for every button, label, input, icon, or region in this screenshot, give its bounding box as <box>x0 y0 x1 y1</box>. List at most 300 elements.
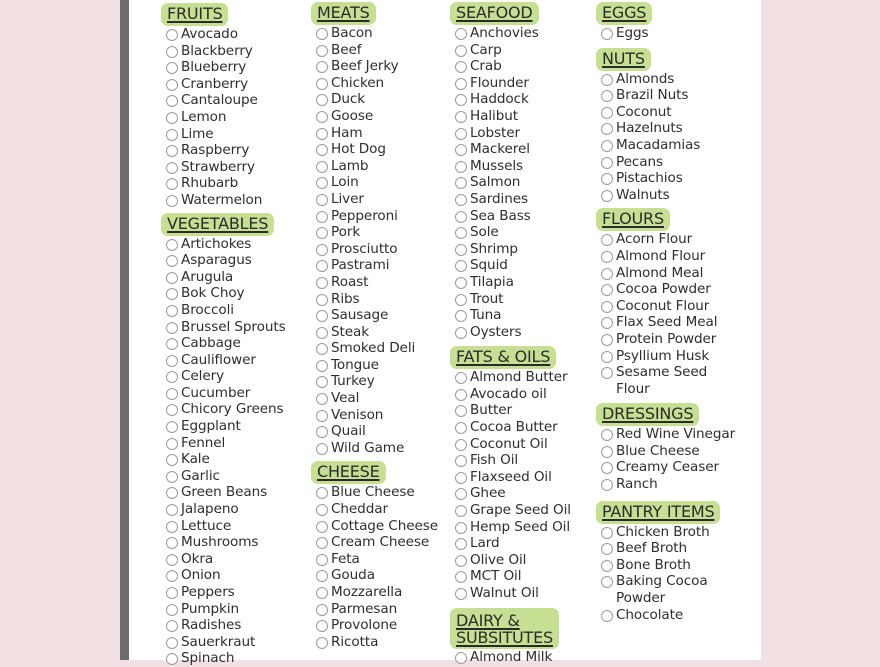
circle-checkbox-icon[interactable] <box>316 570 328 582</box>
circle-checkbox-icon[interactable] <box>601 74 613 86</box>
circle-checkbox-icon[interactable] <box>166 570 178 582</box>
checklist-item[interactable] <box>601 120 735 137</box>
circle-checkbox-icon[interactable] <box>166 272 178 284</box>
checklist-item[interactable] <box>166 435 286 452</box>
checklist-item[interactable] <box>166 484 286 501</box>
circle-checkbox-icon[interactable] <box>316 177 328 189</box>
checklist-item[interactable] <box>601 154 735 171</box>
checklist-item[interactable] <box>316 551 438 568</box>
circle-checkbox-icon[interactable] <box>455 45 467 57</box>
checklist-item[interactable] <box>601 104 735 121</box>
checklist-item[interactable] <box>601 348 735 365</box>
checklist-item[interactable] <box>455 42 571 59</box>
item-label: Blackberry <box>181 42 253 59</box>
item-list <box>316 25 438 456</box>
checklist-item[interactable] <box>166 418 286 435</box>
checklist-item[interactable] <box>316 158 438 175</box>
checklist-item[interactable] <box>316 42 438 59</box>
circle-checkbox-icon[interactable] <box>455 227 467 239</box>
circle-checkbox-icon[interactable] <box>455 28 467 40</box>
checklist-item[interactable] <box>166 518 286 535</box>
checklist-item[interactable] <box>166 551 286 568</box>
circle-checkbox-icon[interactable] <box>316 487 328 499</box>
item-label: Hazelnuts <box>616 120 683 137</box>
section-nuts <box>601 48 735 204</box>
circle-checkbox-icon[interactable] <box>316 426 328 438</box>
checklist-item[interactable] <box>166 269 286 286</box>
circle-checkbox-icon[interactable] <box>166 537 178 549</box>
checklist-item[interactable] <box>455 649 571 666</box>
item-label: Bok Choy <box>181 285 245 302</box>
circle-checkbox-icon[interactable] <box>166 421 178 433</box>
checklist-item[interactable] <box>455 568 571 585</box>
circle-checkbox-icon[interactable] <box>166 554 178 566</box>
circle-checkbox-icon[interactable] <box>455 522 467 534</box>
circle-checkbox-icon[interactable] <box>316 376 328 388</box>
checklist-item[interactable] <box>166 352 286 369</box>
circle-checkbox-icon[interactable] <box>316 587 328 599</box>
checklist-item[interactable] <box>166 534 286 551</box>
circle-checkbox-icon[interactable] <box>166 129 178 141</box>
checklist-item[interactable] <box>166 634 286 651</box>
checklist-item[interactable] <box>316 584 438 601</box>
checklist-item[interactable] <box>166 285 286 302</box>
checklist-item[interactable] <box>316 58 438 75</box>
circle-checkbox-icon[interactable] <box>166 637 178 649</box>
checklist-item[interactable] <box>316 91 438 108</box>
circle-checkbox-icon[interactable] <box>166 195 178 207</box>
circle-checkbox-icon[interactable] <box>166 653 178 665</box>
checklist-item[interactable] <box>316 440 438 457</box>
checklist-item[interactable] <box>601 607 735 624</box>
checklist-item[interactable] <box>455 369 571 386</box>
checklist-item[interactable] <box>601 364 735 397</box>
circle-checkbox-icon[interactable] <box>316 410 328 422</box>
circle-checkbox-icon[interactable] <box>166 587 178 599</box>
checklist-item[interactable] <box>166 159 286 176</box>
circle-checkbox-icon[interactable] <box>316 111 328 123</box>
circle-checkbox-icon[interactable] <box>455 571 467 583</box>
item-label: Raspberry <box>181 142 250 159</box>
checklist-item[interactable] <box>166 319 286 336</box>
item-label: Hot Dog <box>331 141 386 158</box>
checklist-item[interactable] <box>166 451 286 468</box>
circle-checkbox-icon[interactable] <box>601 284 613 296</box>
circle-checkbox-icon[interactable] <box>316 28 328 40</box>
circle-checkbox-icon[interactable] <box>455 439 467 451</box>
checklist-item[interactable] <box>166 59 286 76</box>
checklist-item[interactable] <box>316 224 438 241</box>
circle-checkbox-icon[interactable] <box>455 294 467 306</box>
circle-checkbox-icon[interactable] <box>166 162 178 174</box>
checklist-item[interactable] <box>455 452 571 469</box>
circle-checkbox-icon[interactable] <box>455 161 467 173</box>
checklist-item[interactable] <box>455 158 571 175</box>
checklist-item[interactable] <box>601 476 735 493</box>
checklist-item[interactable] <box>455 291 571 308</box>
checklist-item[interactable] <box>455 436 571 453</box>
circle-checkbox-icon[interactable] <box>316 78 328 90</box>
circle-checkbox-icon[interactable] <box>166 371 178 383</box>
circle-checkbox-icon[interactable] <box>316 61 328 73</box>
circle-checkbox-icon[interactable] <box>601 140 613 152</box>
circle-checkbox-icon[interactable] <box>601 28 613 40</box>
circle-checkbox-icon[interactable] <box>316 343 328 355</box>
checklist-item[interactable] <box>455 585 571 602</box>
circle-checkbox-icon[interactable] <box>316 637 328 649</box>
checklist-item[interactable] <box>601 248 735 265</box>
item-label: Crab <box>470 58 502 75</box>
circle-checkbox-icon[interactable] <box>166 62 178 74</box>
checklist-item[interactable] <box>166 92 286 109</box>
checklist-item[interactable] <box>601 281 735 298</box>
circle-checkbox-icon[interactable] <box>601 157 613 169</box>
checklist-item[interactable] <box>455 224 571 241</box>
checklist-item[interactable] <box>455 141 571 158</box>
checklist-item[interactable] <box>166 584 286 601</box>
circle-checkbox-icon[interactable] <box>166 438 178 450</box>
item-label: Shrimp <box>470 240 518 257</box>
checklist-item[interactable] <box>455 108 571 125</box>
checklist-item[interactable] <box>316 208 438 225</box>
checklist-item[interactable] <box>455 208 571 225</box>
checklist-item[interactable] <box>316 423 438 440</box>
checklist-item[interactable] <box>316 141 438 158</box>
checklist-item[interactable] <box>166 126 286 143</box>
item-label: Veal <box>331 390 360 407</box>
checklist-item[interactable] <box>166 601 286 618</box>
checklist-item[interactable] <box>316 291 438 308</box>
checklist-item[interactable] <box>455 75 571 92</box>
circle-checkbox-icon[interactable] <box>455 128 467 140</box>
circle-checkbox-icon[interactable] <box>316 604 328 616</box>
circle-checkbox-icon[interactable] <box>316 620 328 632</box>
circle-checkbox-icon[interactable] <box>316 294 328 306</box>
checklist-item[interactable] <box>316 373 438 390</box>
checklist-item[interactable] <box>455 469 571 486</box>
circle-checkbox-icon[interactable] <box>601 90 613 102</box>
checklist-item[interactable] <box>166 109 286 126</box>
checklist-item[interactable] <box>166 192 286 209</box>
item-list <box>455 649 571 666</box>
circle-checkbox-icon[interactable] <box>166 454 178 466</box>
circle-checkbox-icon[interactable] <box>166 521 178 533</box>
circle-checkbox-icon[interactable] <box>601 123 613 135</box>
circle-checkbox-icon[interactable] <box>455 277 467 289</box>
item-label: Psyllium Husk <box>616 347 710 364</box>
circle-checkbox-icon[interactable] <box>455 211 467 223</box>
checklist-item[interactable] <box>455 307 571 324</box>
checklist-item[interactable] <box>601 557 735 574</box>
circle-checkbox-icon[interactable] <box>455 455 467 467</box>
circle-checkbox-icon[interactable] <box>166 255 178 267</box>
item-label: Turkey <box>331 373 375 390</box>
checklist-item[interactable] <box>316 108 438 125</box>
checklist-item[interactable] <box>601 443 735 460</box>
circle-checkbox-icon[interactable] <box>166 504 178 516</box>
circle-checkbox-icon[interactable] <box>166 355 178 367</box>
circle-checkbox-icon[interactable] <box>455 144 467 156</box>
circle-checkbox-icon[interactable] <box>316 443 328 455</box>
checklist-item[interactable] <box>601 170 735 187</box>
circle-checkbox-icon[interactable] <box>316 45 328 57</box>
circle-checkbox-icon[interactable] <box>166 79 178 91</box>
checklist-item[interactable] <box>601 314 735 331</box>
checklist-item[interactable] <box>601 87 735 104</box>
checklist-item[interactable] <box>316 390 438 407</box>
circle-checkbox-icon[interactable] <box>601 367 613 379</box>
circle-checkbox-icon[interactable] <box>316 244 328 256</box>
circle-checkbox-icon[interactable] <box>316 393 328 405</box>
checklist-item[interactable] <box>455 241 571 258</box>
checklist-item[interactable] <box>166 401 286 418</box>
item-label: Blue Cheese <box>331 484 415 501</box>
circle-checkbox-icon[interactable] <box>455 260 467 272</box>
checklist-item[interactable] <box>455 485 571 502</box>
circle-checkbox-icon[interactable] <box>166 471 178 483</box>
circle-checkbox-icon[interactable] <box>316 194 328 206</box>
checklist-item[interactable] <box>316 518 438 535</box>
circle-checkbox-icon[interactable] <box>601 317 613 329</box>
item-label: Red Wine Vinegar <box>616 426 736 443</box>
item-label: Broccoli <box>181 301 234 318</box>
checklist-item[interactable] <box>455 535 571 552</box>
checklist-item[interactable] <box>166 468 286 485</box>
checklist-item[interactable] <box>601 71 735 88</box>
item-label: Chicken <box>331 74 385 91</box>
circle-checkbox-icon[interactable] <box>455 194 467 206</box>
checklist-item[interactable] <box>166 385 286 402</box>
item-label: Cocoa Powder <box>616 281 711 298</box>
checklist-item[interactable] <box>316 307 438 324</box>
checklist-item[interactable] <box>166 368 286 385</box>
circle-checkbox-icon[interactable] <box>166 95 178 107</box>
checklist-item[interactable] <box>316 25 438 42</box>
circle-checkbox-icon[interactable] <box>316 144 328 156</box>
circle-checkbox-icon[interactable] <box>166 46 178 58</box>
checklist-item[interactable] <box>601 331 735 348</box>
circle-checkbox-icon[interactable] <box>166 388 178 400</box>
circle-checkbox-icon[interactable] <box>455 422 467 434</box>
circle-checkbox-icon[interactable] <box>601 334 613 346</box>
circle-checkbox-icon[interactable] <box>601 560 613 572</box>
checklist-item[interactable] <box>316 567 438 584</box>
circle-checkbox-icon[interactable] <box>166 338 178 350</box>
circle-checkbox-icon[interactable] <box>601 429 613 441</box>
checklist-item[interactable] <box>316 241 438 258</box>
checklist-item[interactable] <box>166 76 286 93</box>
circle-checkbox-icon[interactable] <box>455 588 467 600</box>
checklist-item[interactable] <box>166 26 286 43</box>
circle-checkbox-icon[interactable] <box>166 178 178 190</box>
circle-checkbox-icon[interactable] <box>601 234 613 246</box>
checklist-item[interactable] <box>601 187 735 204</box>
circle-checkbox-icon[interactable] <box>316 227 328 239</box>
checklist-item[interactable] <box>316 484 438 501</box>
checklist-item[interactable] <box>316 340 438 357</box>
item-label: Almonds <box>616 70 675 87</box>
circle-checkbox-icon[interactable] <box>601 190 613 202</box>
checklist-item[interactable] <box>316 601 438 618</box>
item-label: Cocoa Butter <box>470 419 558 436</box>
checklist-item[interactable] <box>455 125 571 142</box>
circle-checkbox-icon[interactable] <box>455 472 467 484</box>
circle-checkbox-icon[interactable] <box>166 112 178 124</box>
circle-checkbox-icon[interactable] <box>166 487 178 499</box>
checklist-item[interactable] <box>455 502 571 519</box>
checklist-item[interactable] <box>601 137 735 154</box>
circle-checkbox-icon[interactable] <box>316 554 328 566</box>
circle-checkbox-icon[interactable] <box>455 389 467 401</box>
checklist-item[interactable] <box>601 540 735 557</box>
circle-checkbox-icon[interactable] <box>455 61 467 73</box>
circle-checkbox-icon[interactable] <box>601 527 613 539</box>
circle-checkbox-icon[interactable] <box>601 107 613 119</box>
item-list <box>601 231 735 397</box>
circle-checkbox-icon[interactable] <box>166 620 178 632</box>
item-label: Beef Broth <box>616 540 688 557</box>
checklist-item[interactable] <box>166 335 286 352</box>
checklist-item[interactable] <box>316 75 438 92</box>
checklist-item[interactable] <box>455 174 571 191</box>
checklist-item[interactable] <box>316 257 438 274</box>
circle-checkbox-icon[interactable] <box>601 251 613 263</box>
item-label: Sesame Seed Flour <box>616 364 708 397</box>
circle-checkbox-icon[interactable] <box>316 537 328 549</box>
circle-checkbox-icon[interactable] <box>455 555 467 567</box>
checklist-item[interactable] <box>455 191 571 208</box>
item-label: Carp <box>470 41 502 58</box>
checklist-item[interactable] <box>166 302 286 319</box>
checklist-item[interactable] <box>601 25 735 42</box>
circle-checkbox-icon[interactable] <box>166 29 178 41</box>
checklist-item[interactable] <box>316 534 438 551</box>
checklist-item[interactable] <box>166 43 286 60</box>
circle-checkbox-icon[interactable] <box>455 652 467 664</box>
checklist-item[interactable] <box>455 419 571 436</box>
circle-checkbox-icon[interactable] <box>316 94 328 106</box>
circle-checkbox-icon[interactable] <box>166 604 178 616</box>
checklist-item[interactable] <box>455 324 571 341</box>
checklist-item[interactable] <box>455 91 571 108</box>
circle-checkbox-icon[interactable] <box>316 260 328 272</box>
checklist-item[interactable] <box>166 617 286 634</box>
checklist-item[interactable] <box>601 573 735 606</box>
circle-checkbox-icon[interactable] <box>166 145 178 157</box>
circle-checkbox-icon[interactable] <box>601 446 613 458</box>
checklist-item[interactable] <box>455 402 571 419</box>
item-label: Ranch <box>616 476 658 493</box>
page-edge-shadow <box>120 0 129 660</box>
checklist-item[interactable] <box>601 426 735 443</box>
circle-checkbox-icon[interactable] <box>455 372 467 384</box>
circle-checkbox-icon[interactable] <box>316 161 328 173</box>
checklist-item[interactable] <box>455 552 571 569</box>
circle-checkbox-icon[interactable] <box>166 288 178 300</box>
circle-checkbox-icon[interactable] <box>455 177 467 189</box>
circle-checkbox-icon[interactable] <box>166 305 178 317</box>
circle-checkbox-icon[interactable] <box>455 488 467 500</box>
circle-checkbox-icon[interactable] <box>455 94 467 106</box>
circle-checkbox-icon[interactable] <box>455 78 467 90</box>
circle-checkbox-icon[interactable] <box>455 310 467 322</box>
checklist-item[interactable] <box>316 617 438 634</box>
checklist-item[interactable] <box>601 524 735 541</box>
checklist-item[interactable] <box>166 252 286 269</box>
circle-checkbox-icon[interactable] <box>316 128 328 140</box>
checklist-item[interactable] <box>601 298 735 315</box>
item-label: Okra <box>181 550 214 567</box>
item-list <box>601 426 735 492</box>
circle-checkbox-icon[interactable] <box>601 576 613 588</box>
checklist-item[interactable] <box>166 567 286 584</box>
checklist-item[interactable] <box>455 386 571 403</box>
circle-checkbox-icon[interactable] <box>455 327 467 339</box>
circle-checkbox-icon[interactable] <box>316 360 328 372</box>
checklist-item[interactable] <box>601 231 735 248</box>
circle-checkbox-icon[interactable] <box>455 505 467 517</box>
item-label: Rhubarb <box>181 175 239 192</box>
checklist-item[interactable] <box>166 650 286 667</box>
circle-checkbox-icon[interactable] <box>166 404 178 416</box>
circle-checkbox-icon[interactable] <box>601 301 613 313</box>
circle-checkbox-icon[interactable] <box>166 322 178 334</box>
checklist-item[interactable] <box>166 501 286 518</box>
circle-checkbox-icon[interactable] <box>455 405 467 417</box>
grocery-checklist-page <box>129 0 761 667</box>
checklist-item[interactable] <box>316 501 438 518</box>
circle-checkbox-icon[interactable] <box>601 173 613 185</box>
section-heading: PANTRY ITEMS <box>596 501 720 524</box>
checklist-item[interactable] <box>455 274 571 291</box>
circle-checkbox-icon[interactable] <box>316 521 328 533</box>
circle-checkbox-icon[interactable] <box>316 504 328 516</box>
checklist-item[interactable] <box>601 459 735 476</box>
circle-checkbox-icon[interactable] <box>316 327 328 339</box>
circle-checkbox-icon[interactable] <box>455 111 467 123</box>
circle-checkbox-icon[interactable] <box>316 310 328 322</box>
circle-checkbox-icon[interactable] <box>455 538 467 550</box>
checklist-item[interactable] <box>455 25 571 42</box>
circle-checkbox-icon[interactable] <box>316 277 328 289</box>
circle-checkbox-icon[interactable] <box>601 462 613 474</box>
checklist-item[interactable] <box>316 634 438 651</box>
checklist-item[interactable] <box>316 324 438 341</box>
checklist-item[interactable] <box>166 175 286 192</box>
checklist-item[interactable] <box>316 191 438 208</box>
circle-checkbox-icon[interactable] <box>601 351 613 363</box>
checklist-item[interactable] <box>601 265 735 282</box>
checklist-item[interactable] <box>316 174 438 191</box>
checklist-item[interactable] <box>166 236 286 253</box>
circle-checkbox-icon[interactable] <box>166 239 178 251</box>
circle-checkbox-icon[interactable] <box>601 543 613 555</box>
checklist-item[interactable] <box>455 519 571 536</box>
circle-checkbox-icon[interactable] <box>601 479 613 491</box>
circle-checkbox-icon[interactable] <box>455 244 467 256</box>
circle-checkbox-icon[interactable] <box>316 211 328 223</box>
checklist-item[interactable] <box>166 142 286 159</box>
checklist-item[interactable] <box>455 257 571 274</box>
checklist-item[interactable] <box>316 125 438 142</box>
circle-checkbox-icon[interactable] <box>601 610 613 622</box>
checklist-item[interactable] <box>316 274 438 291</box>
checklist-item[interactable] <box>316 357 438 374</box>
checklist-item[interactable] <box>455 58 571 75</box>
circle-checkbox-icon[interactable] <box>601 268 613 280</box>
checklist-item[interactable] <box>316 407 438 424</box>
item-label: Halibut <box>470 107 518 124</box>
